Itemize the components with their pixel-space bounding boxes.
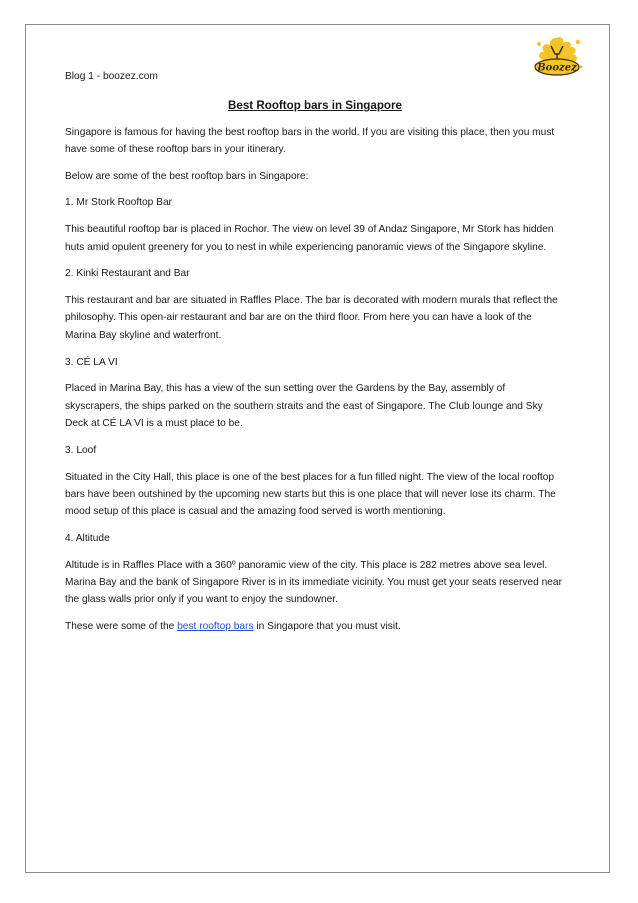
heading-loof: 3. Loof [65,444,97,456]
heading-ce-la-vi: 3. CÉ LA VI [65,356,118,368]
heading-kinki: 2. Kinki Restaurant and Bar [65,268,190,280]
page-title: Best Rooftop bars in Singapore [228,99,402,113]
logo-text: Boozez [537,62,577,74]
paragraph-mr-stork: This beautiful rooftop bar is placed in Rochor. The view on level 39 of Andaz Singapore, Mr Stork has hidden huts amid opulent greenery for you to nest in while experiencing panoramic views of the Singapore skyline. [65,224,554,253]
paragraph-loof: Situated in the City Hall, this place is one of the best places for a fun filled night. The view of the local rooftop bars have been outshined by the upcoming new starts but this is one place that will never lose its charm. The mood setup of this place is casual and the amazing food served is worth mentioning. [65,471,556,518]
closing-text-after: in Singapore that you must visit. [253,621,401,633]
paragraph-ce-la-vi: Placed in Marina Bay, this has a view of the sun setting over the Gardens by the Bay, assembly of skyscrapers, the ships parked on the southern straits and the east of Singapore. The Club lounge and Sky Deck at CÉ LA VI is a must place to be. [65,383,543,429]
heading-mr-stork: 1. Mr Stork Rooftop Bar [65,197,173,209]
paragraph-altitude: Altitude is in Raffles Place with a 360º panoramic view of the city. This place is 282 metres above sea level. Marina Bay and the bank of Singapore River is in its immediate vicinity. You must get your seats reserved near the glass walls prior only if you want to enjoy the sundowner. [65,559,562,606]
intro-paragraph: Singapore is famous for having the best rooftop bars in the world. If you are visiting this place, then you must have some of these rooftop bars in your itinerary. [65,126,555,155]
document-body [65,68,565,645]
closing-text-before: These were some of the [65,621,178,633]
best-rooftop-bars-link[interactable]: best rooftop bars [177,621,254,633]
closing-paragraph [65,618,565,635]
blog-label: Blog 1 - boozez.com [65,71,158,82]
heading-altitude: 4. Altitude [65,532,110,544]
paragraph-kinki: This restaurant and bar are situated in Raffles Place. The bar is decorated with modern murals that reflect the philosophy. This open-air restaurant and bar are on the third floor. From here you can have a look of the Marina Bay skyline and waterfront. [65,295,558,341]
list-intro: Below are some of the best rooftop bars in Singapore: [65,170,309,182]
